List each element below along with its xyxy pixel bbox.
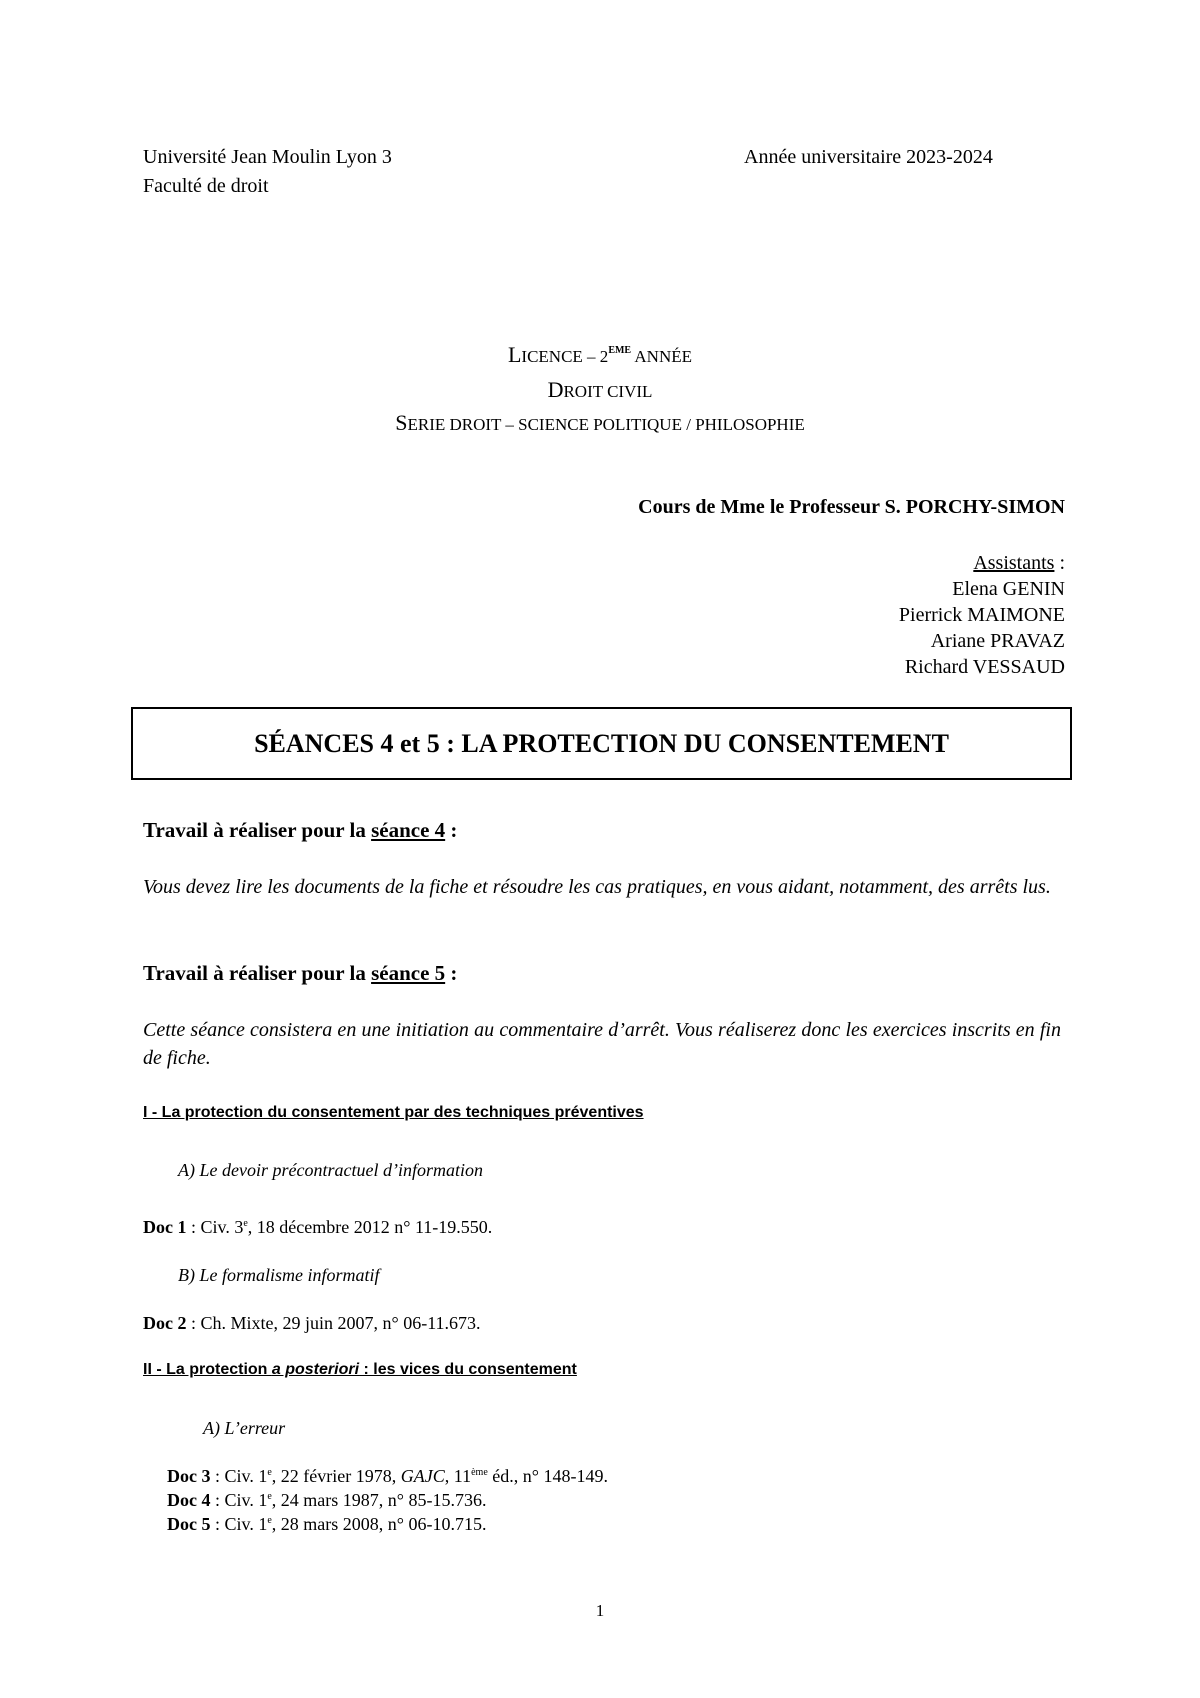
assistant-name: Ariane PRAVAZ [930, 630, 1065, 652]
section-1-subheading-b: B) Le formalisme informatif [178, 1265, 380, 1285]
work-session-4-instructions: Vous devez lire les documents de la fiche et résoudre les cas pratiques, en vous aidant, notamment, des arrêts lus. [143, 876, 1051, 898]
section-1-heading: I - La protection du consentement par des techniques préventives [143, 1104, 644, 1121]
course-professor: Cours de Mme le Professeur S. PORCHY-SIMON [638, 496, 1065, 518]
section-2-heading: II - La protection a posteriori : les vices du consentement [143, 1361, 577, 1378]
doc-4-reference: Doc 4 : Civ. 1e, 24 mars 1987, n° 85-15.736. [167, 1490, 487, 1510]
assistant-name: Elena GENIN [952, 578, 1065, 600]
assistant-name: Pierrick MAIMONE [898, 604, 1065, 626]
program-subject: DROIT CIVIL [547, 377, 653, 402]
work-session-5-heading: Travail à réaliser pour la séance 5 : [143, 961, 458, 985]
section-2-subheading-a: A) L’erreur [203, 1418, 286, 1438]
doc-3-reference: Doc 3 : Civ. 1e, 22 février 1978, GAJC, 11ème éd., n° 148-149. [167, 1466, 608, 1486]
section-1-subheading-a: A) Le devoir précontractuel d’information [178, 1160, 483, 1180]
program-level: LICENCE – 2EME ANNÉE [507, 342, 693, 367]
doc-5-reference: Doc 5 : Civ. 1e, 28 mars 2008, n° 06-10.715. [167, 1514, 487, 1534]
doc-2-reference: Doc 2 : Ch. Mixte, 29 juin 2007, n° 06-11.673. [143, 1313, 481, 1333]
page-number: 1 [595, 1601, 605, 1620]
assistant-name: Richard VESSAUD [904, 656, 1065, 678]
assistants-heading: Assistants : [973, 552, 1065, 574]
document-title: SÉANCES 4 et 5 : LA PROTECTION DU CONSENTEMENT [131, 707, 1072, 780]
work-session-4-heading: Travail à réaliser pour la séance 4 : [143, 818, 458, 842]
faculty-name: Faculté de droit [143, 175, 269, 197]
academic-year: Année universitaire 2023-2024 [744, 146, 993, 168]
university-name: Université Jean Moulin Lyon 3 [143, 146, 392, 168]
work-session-5-instructions: Cette séance consistera en une initiation au commentaire d’arrêt. Vous réaliserez donc les exercices inscrits en fin de fiche. [143, 1019, 1061, 1069]
program-series: SERIE DROIT – SCIENCE POLITIQUE / PHILOSOPHIE [395, 410, 805, 435]
doc-1-reference: Doc 1 : Civ. 3e, 18 décembre 2012 n° 11-19.550. [143, 1217, 493, 1237]
